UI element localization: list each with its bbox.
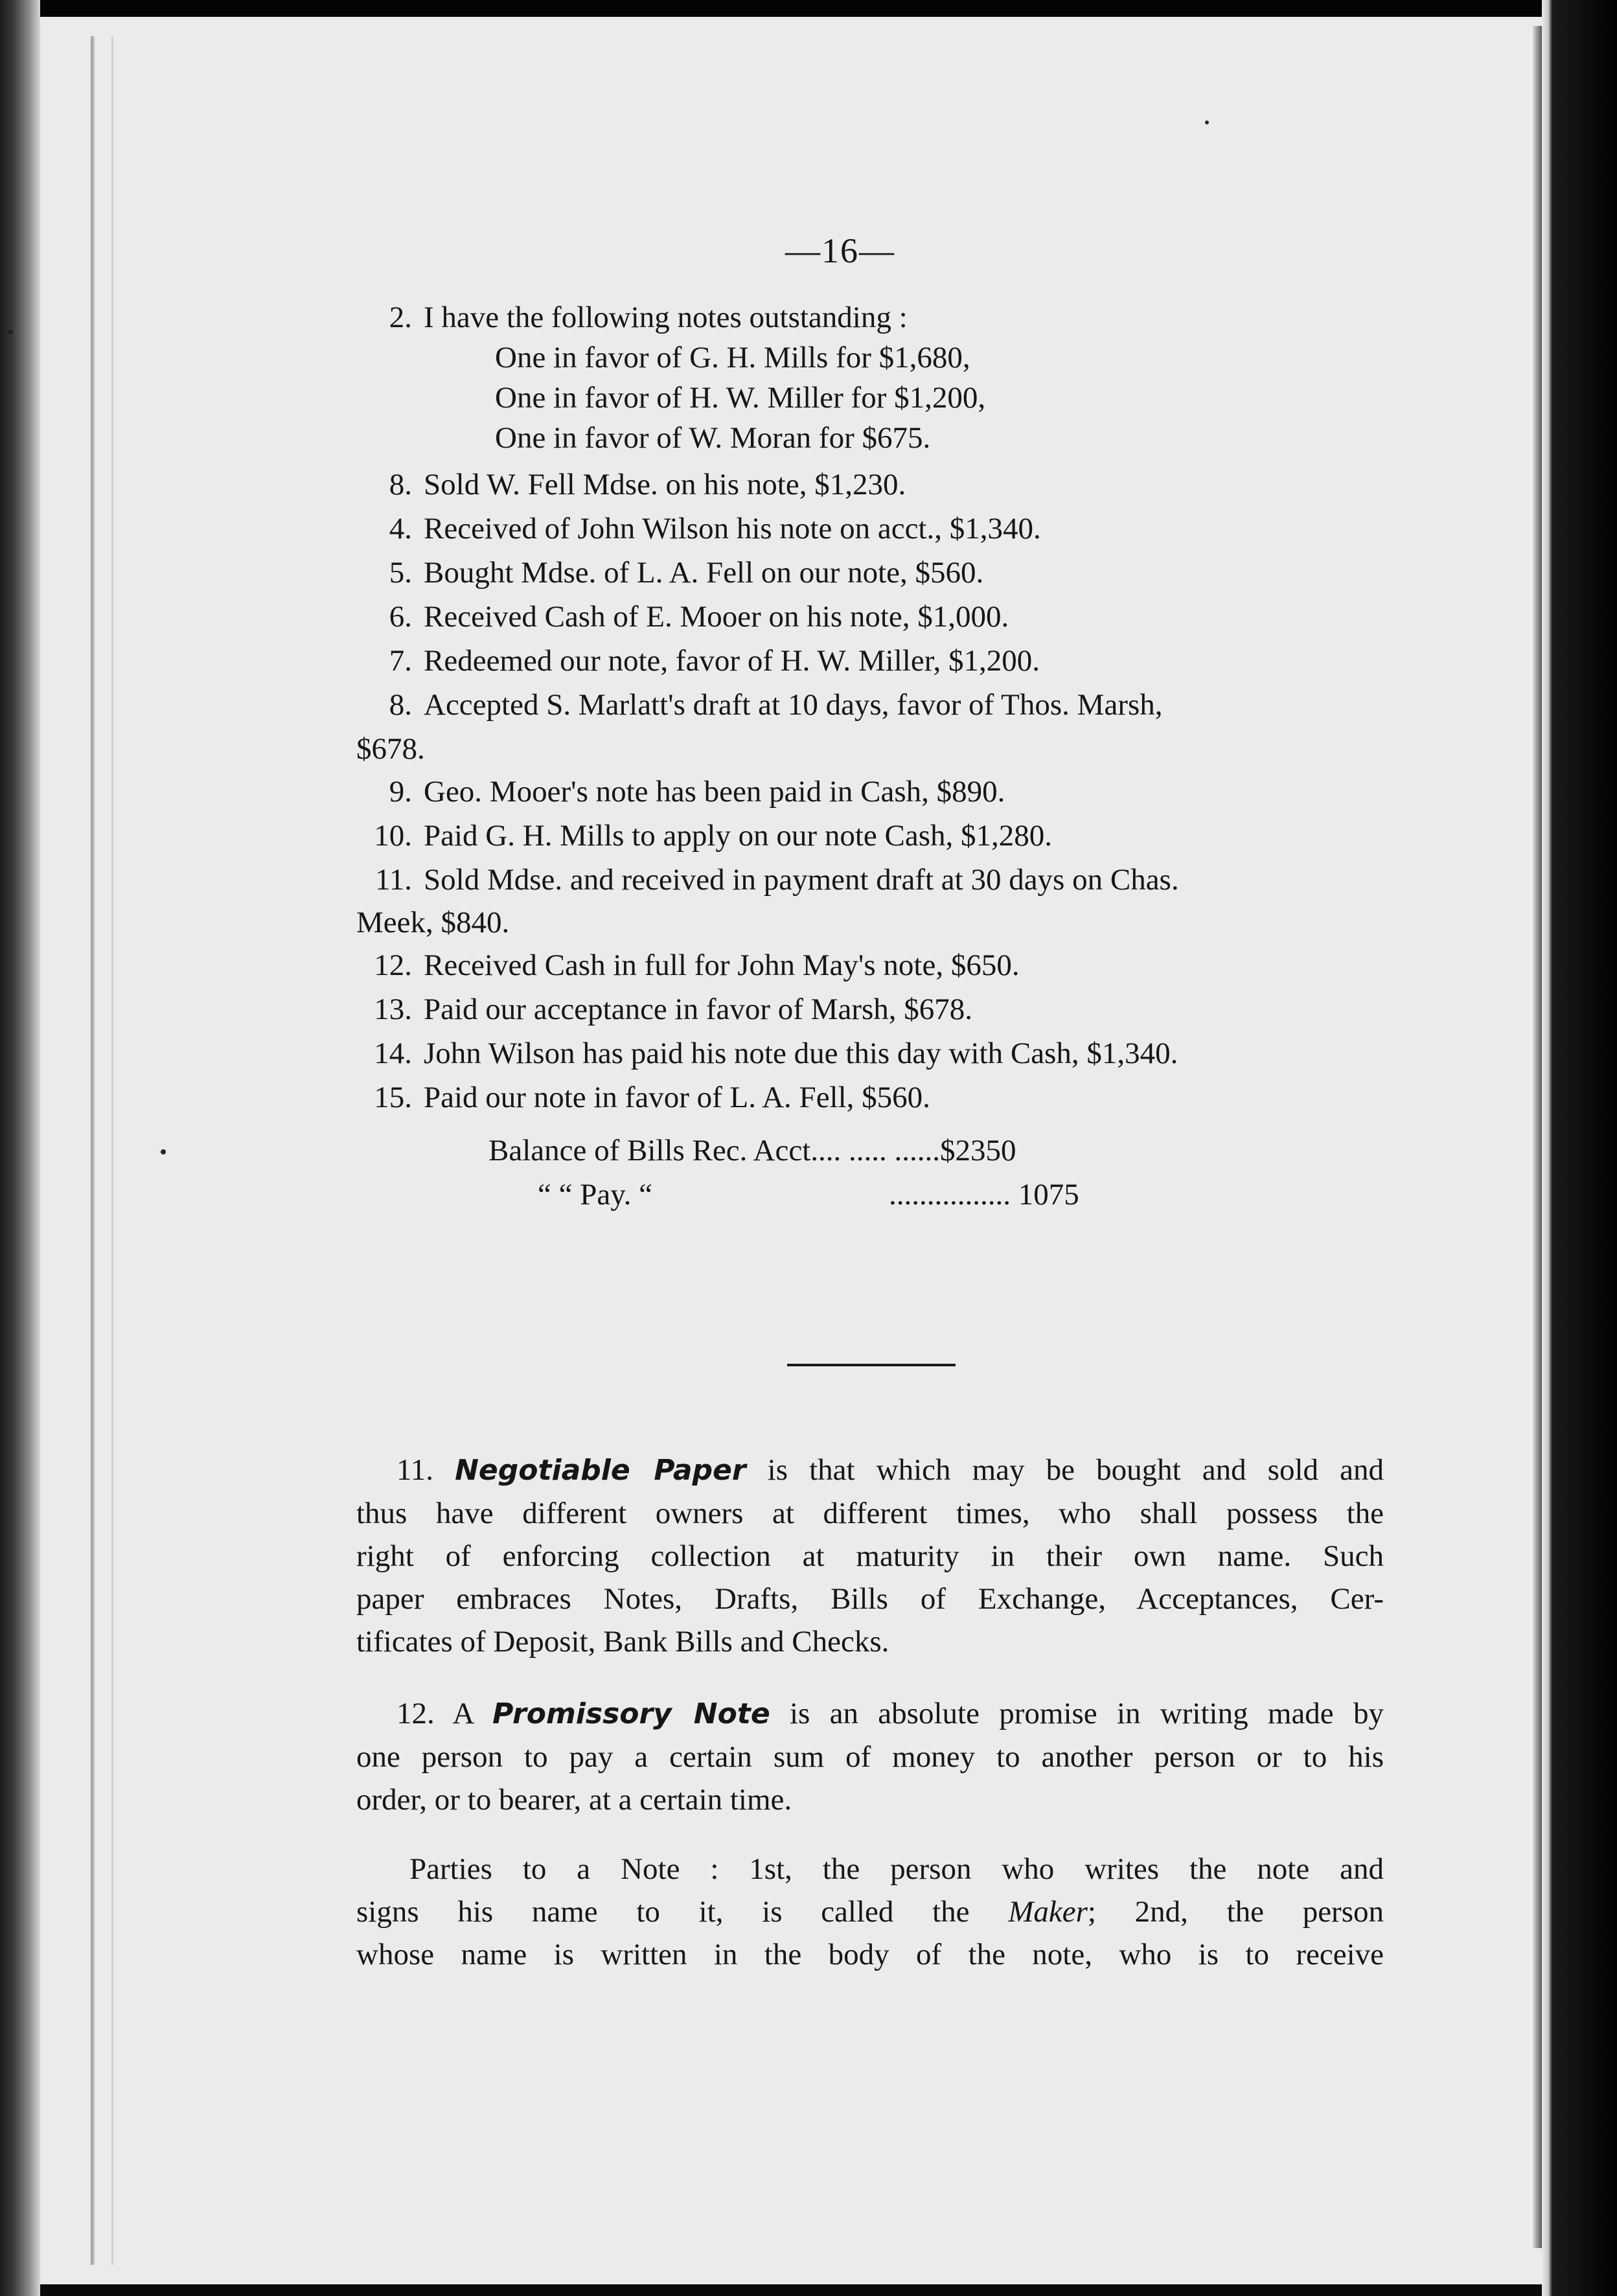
item-number: 13. (374, 993, 412, 1026)
paragraph-number: 11. (396, 1453, 434, 1487)
item-text: Accepted S. Marlatt's draft at 10 days, favor of Thos. Marsh, (424, 688, 1163, 722)
defined-term: Promissory Note (492, 1697, 770, 1730)
scan-left-border (0, 0, 40, 2296)
exercise-item (358, 555, 983, 591)
item-continuation: $678. (356, 732, 425, 766)
item-number: 9. (389, 775, 412, 809)
exercise-item (358, 599, 1009, 635)
exercise-item (358, 991, 972, 1027)
binding-shadow (91, 36, 95, 2265)
paragraph-number: 12. A (396, 1697, 493, 1730)
item-text: John Wilson has paid his note due this day with Cash, $1,340. (424, 1037, 1178, 1070)
paragraph-text: is an absolute promise in writing made by (770, 1697, 1384, 1730)
item-text: Received Cash of E. Mooer on his note, $1,000. (424, 600, 1009, 634)
paragraph-line: paper embraces Notes, Drafts, Bills of Exchange, Acceptances, Cer- (356, 1582, 1384, 1616)
item-text: Received of John Wilson his note on acct., $1,340. (424, 512, 1041, 545)
item-number: 12. (374, 948, 412, 982)
item-number: 2. (389, 301, 412, 334)
item-number: 15. (374, 1081, 412, 1114)
paragraph-text: signs his name to it, is called the (356, 1895, 1009, 1929)
exercise-item (358, 643, 1040, 679)
paragraph-line: thus have different owners at different times, who shall possess the (356, 1497, 1384, 1530)
exercise-item (358, 862, 1179, 898)
exercise-item (358, 1079, 930, 1116)
item-number: 5. (389, 556, 412, 590)
item-number: 14. (374, 1037, 412, 1070)
paragraph-line: whose name is written in the body of the note, who is to receive (356, 1938, 1384, 1971)
paragraph-text: is that which may be bought and sold and (746, 1453, 1384, 1487)
item-number: 7. (389, 644, 412, 678)
emphasis-maker: Maker (1008, 1895, 1088, 1929)
item-text: I have the following notes outstanding : (424, 301, 908, 334)
exercise-item (358, 511, 1041, 547)
paragraph-line: right of enforcing collection at maturity in their own name. Such (356, 1539, 1384, 1573)
paragraph-line (356, 1692, 1384, 1736)
exercise-item (358, 466, 906, 503)
item-text: Received Cash in full for John May's note, $650. (424, 948, 1020, 982)
item-continuation: Meek, $840. (356, 906, 510, 939)
item-number: 11. (374, 863, 412, 897)
sub-item: One in favor of W. Moran for $675. (495, 421, 931, 455)
item-text: Sold Mdse. and received in payment draft at 30 days on Chas. (424, 863, 1179, 897)
item-number: 6. (389, 600, 412, 634)
item-number: 8. (389, 688, 412, 722)
scan-speck (161, 1149, 166, 1154)
item-text: Redeemed our note, favor of H. W. Miller, $1,200. (424, 644, 1040, 678)
scan-speck (8, 329, 13, 334)
paragraph-line: Parties to a Note : 1st, the person who writes the note and (409, 1852, 1384, 1886)
paragraph-line (356, 1890, 1384, 1933)
item-number: 4. (389, 512, 412, 545)
paragraph-negotiable-paper (356, 1449, 1384, 1663)
item-number: 8. (389, 468, 412, 501)
page-number: —16— (785, 231, 895, 270)
scan-right-border (1542, 0, 1617, 2296)
balance-line-value: ................ 1075 (889, 1178, 1079, 1211)
exercise-item (358, 1035, 1178, 1072)
item-text: Paid our acceptance in favor of Marsh, $678. (424, 993, 973, 1026)
scan-top-border (0, 0, 1617, 17)
exercise-item (358, 947, 1020, 983)
exercise-item (358, 299, 908, 336)
paragraph-line: one person to pay a certain sum of money to another person or to his (356, 1740, 1384, 1774)
item-text: Paid G. H. Mills to apply on our note Cash, $1,280. (424, 819, 1052, 853)
sub-item: One in favor of H. W. Miller for $1,200, (495, 381, 986, 415)
scan-speck (1205, 121, 1209, 124)
item-text: Paid our note in favor of L. A. Fell, $560. (424, 1081, 930, 1114)
balance-line-label: “ “ Pay. “ (538, 1178, 653, 1211)
book-page (40, 17, 1542, 2284)
paragraph-line: tificates of Deposit, Bank Bills and Checks. (356, 1625, 889, 1659)
paragraph-line: order, or to bearer, at a certain time. (356, 1783, 792, 1817)
paragraph-line (356, 1449, 1384, 1492)
defined-term: Negotiable Paper (455, 1454, 746, 1487)
section-divider (787, 1364, 956, 1366)
balance-line: Balance of Bills Rec. Acct.... ..... ......$2350 (488, 1134, 1016, 1167)
item-number: 10. (374, 819, 412, 853)
sub-item: One in favor of G. H. Mills for $1,680, (495, 341, 970, 374)
exercise-item (358, 687, 1163, 723)
paragraph-parties (356, 1848, 1384, 1976)
item-text: Geo. Mooer's note has been paid in Cash, $890. (424, 775, 1005, 809)
exercise-item (358, 774, 1005, 810)
exercise-item (358, 818, 1052, 854)
item-text: Sold W. Fell Mdse. on his note, $1,230. (424, 468, 906, 501)
paragraph-text: ; 2nd, the person (1087, 1895, 1384, 1929)
paragraph-promissory-note (356, 1692, 1384, 1821)
binding-line (111, 36, 113, 2265)
item-text: Bought Mdse. of L. A. Fell on our note, $560. (424, 556, 984, 590)
